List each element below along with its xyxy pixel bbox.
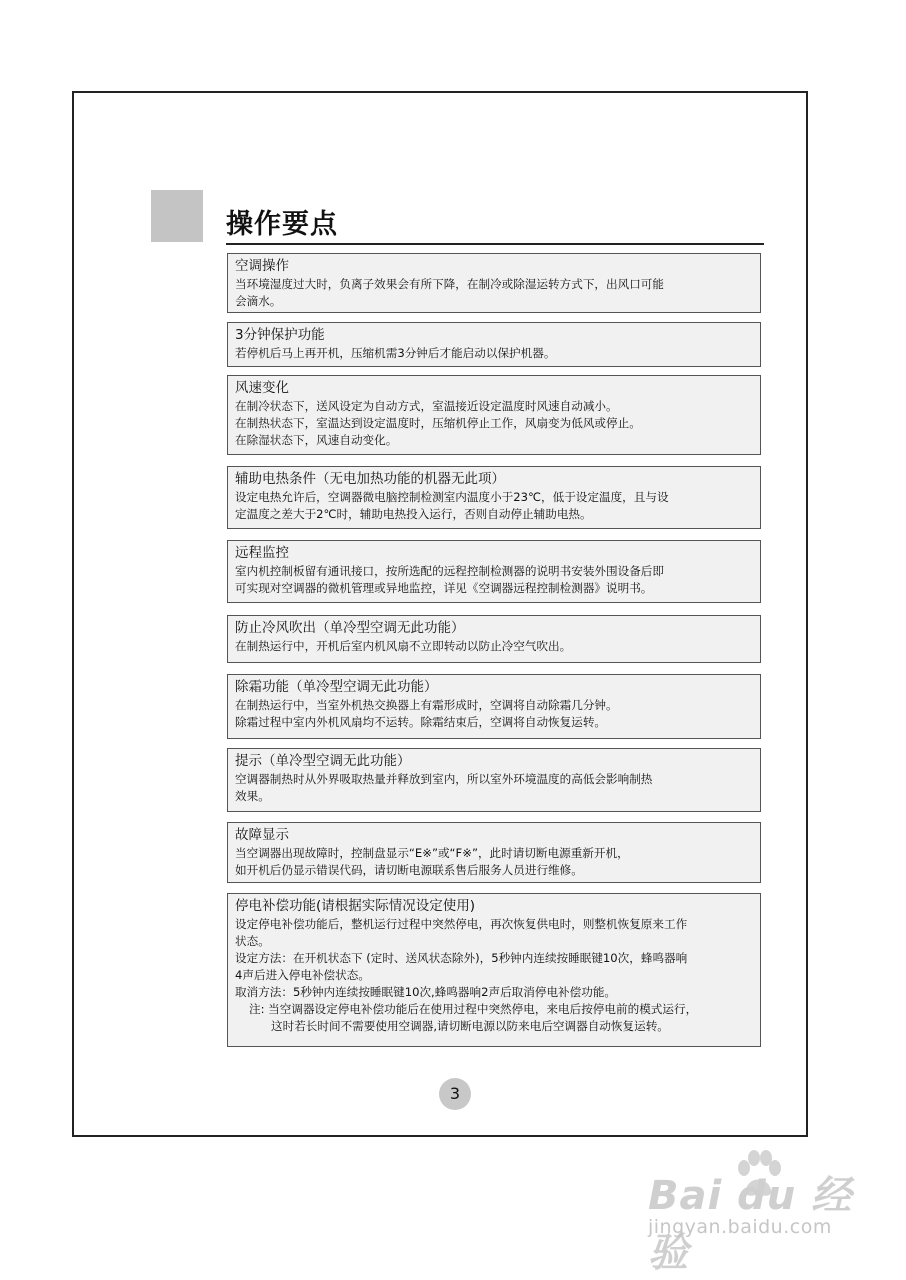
watermark-url: jingyan.baidu.com (648, 1216, 832, 1238)
title-underline (226, 243, 764, 245)
section-air-conditioning-operation (227, 253, 761, 313)
section-heading: 提示（单冷型空调无此功能） (235, 753, 411, 769)
section-line: 会滴水。 (235, 294, 282, 308)
section-line: 室内机控制板留有通讯接口，按所选配的远程控制检测器的说明书安装外围设备后即 (235, 564, 664, 578)
note-line: 注: 当空调器设定停电补偿功能后在使用过程中突然停电，来电后按停电前的模式运行， (249, 1002, 698, 1016)
section-line: 设定停电补偿功能后，整机运行过程中突然停电，再次恢复供电时，则整机恢复原来工作 (235, 917, 688, 931)
section-line: 4声后进入停电补偿状态。 (235, 968, 370, 982)
section-line: 在制冷状态下，送风设定为自动方式，室温接近设定温度时风速自动减小。 (235, 399, 618, 413)
section-heading: 防止冷风吹出（单冷型空调无此功能） (235, 620, 465, 636)
section-heading: 辅助电热条件（无电加热功能的机器无此项） (235, 471, 505, 487)
section-heading: 停电补偿功能(请根据实际情况设定使用) (235, 898, 476, 914)
section-auxiliary-heater (227, 466, 761, 529)
section-line: 当环境湿度过大时，负离子效果会有所下降，在制冷或除湿运转方式下，出风口可能 (235, 277, 664, 291)
section-3min-protection (227, 322, 761, 367)
page-title: 操作要点 (226, 209, 338, 240)
section-defrost (227, 674, 761, 739)
section-line: 在制热运行中，当室外机热交换器上有霜形成时，空调将自动除霜几分钟。 (235, 698, 618, 712)
section-line: 取消方法：5秒钟内连续按睡眠键10次,蜂鸣器响2声后取消停电补偿功能。 (235, 985, 617, 999)
section-line: 效果。 (235, 789, 270, 803)
section-line: 定温度之差大于2℃时，辅助电热投入运行，否则自动停止辅助电热。 (235, 507, 592, 521)
section-line: 在制热状态下，室温达到设定温度时，压缩机停止工作，风扇变为低风或停止。 (235, 416, 641, 430)
section-line: 如开机后仍显示错误代码，请切断电源联系售后服务人员进行维修。 (235, 863, 583, 877)
section-line: 设定方法：在开机状态下 (定时、送风状态除外)，5秒钟内连续按睡眠键10次，蜂鸣器响 (235, 951, 688, 965)
section-heating-tip (227, 748, 761, 812)
section-line: 在除湿状态下，风速自动变化。 (235, 433, 398, 447)
section-remote-monitoring (227, 540, 761, 603)
section-power-failure-compensation (227, 893, 761, 1047)
section-line: 空调器制热时从外界吸取热量并释放到室内，所以室外环境温度的高低会影响制热 (235, 772, 653, 786)
section-line: 可实现对空调器的微机管理或异地监控，详见《空调器远程控制检测器》说明书。 (235, 581, 653, 595)
section-line: 除霜过程中室内外机风扇均不运转。除霜结束后，空调将自动恢复运转。 (235, 715, 607, 729)
page-number-badge: 3 (439, 1078, 471, 1110)
section-heading: 故障显示 (235, 827, 289, 843)
section-marker-square (151, 190, 203, 242)
baidu-watermark (640, 1150, 880, 1276)
section-fault-display (227, 822, 761, 883)
section-line: 在制热运行中，开机后室内机风扇不立即转动以防止冷空气吹出。 (235, 639, 572, 653)
section-cold-air-prevention (227, 615, 761, 663)
section-line: 状态。 (235, 934, 270, 948)
section-line: 当空调器出现故障时，控制盘显示“E※”或“F※”，此时请切断电源重新开机， (235, 846, 629, 860)
section-heading: 风速变化 (235, 380, 289, 396)
section-heading: 3分钟保护功能 (235, 327, 325, 343)
section-heading: 空调操作 (235, 258, 289, 274)
note-line: 这时若长时间不需要使用空调器,请切断电源以防来电后空调器自动恢复运转。 (271, 1019, 669, 1033)
section-heading: 除霜功能（单冷型空调无此功能） (235, 679, 438, 695)
section-fan-speed-change (227, 375, 761, 455)
section-heading: 远程监控 (235, 545, 289, 561)
watermark-brand: Bai du 经验 (648, 1173, 853, 1276)
section-line: 若停机后马上再开机，压缩机需3分钟后才能启动以保护机器。 (235, 346, 556, 360)
section-line: 设定电热允许后，空调器微电脑控制检测室内温度小于23℃，低于设定温度，且与设 (235, 490, 669, 504)
